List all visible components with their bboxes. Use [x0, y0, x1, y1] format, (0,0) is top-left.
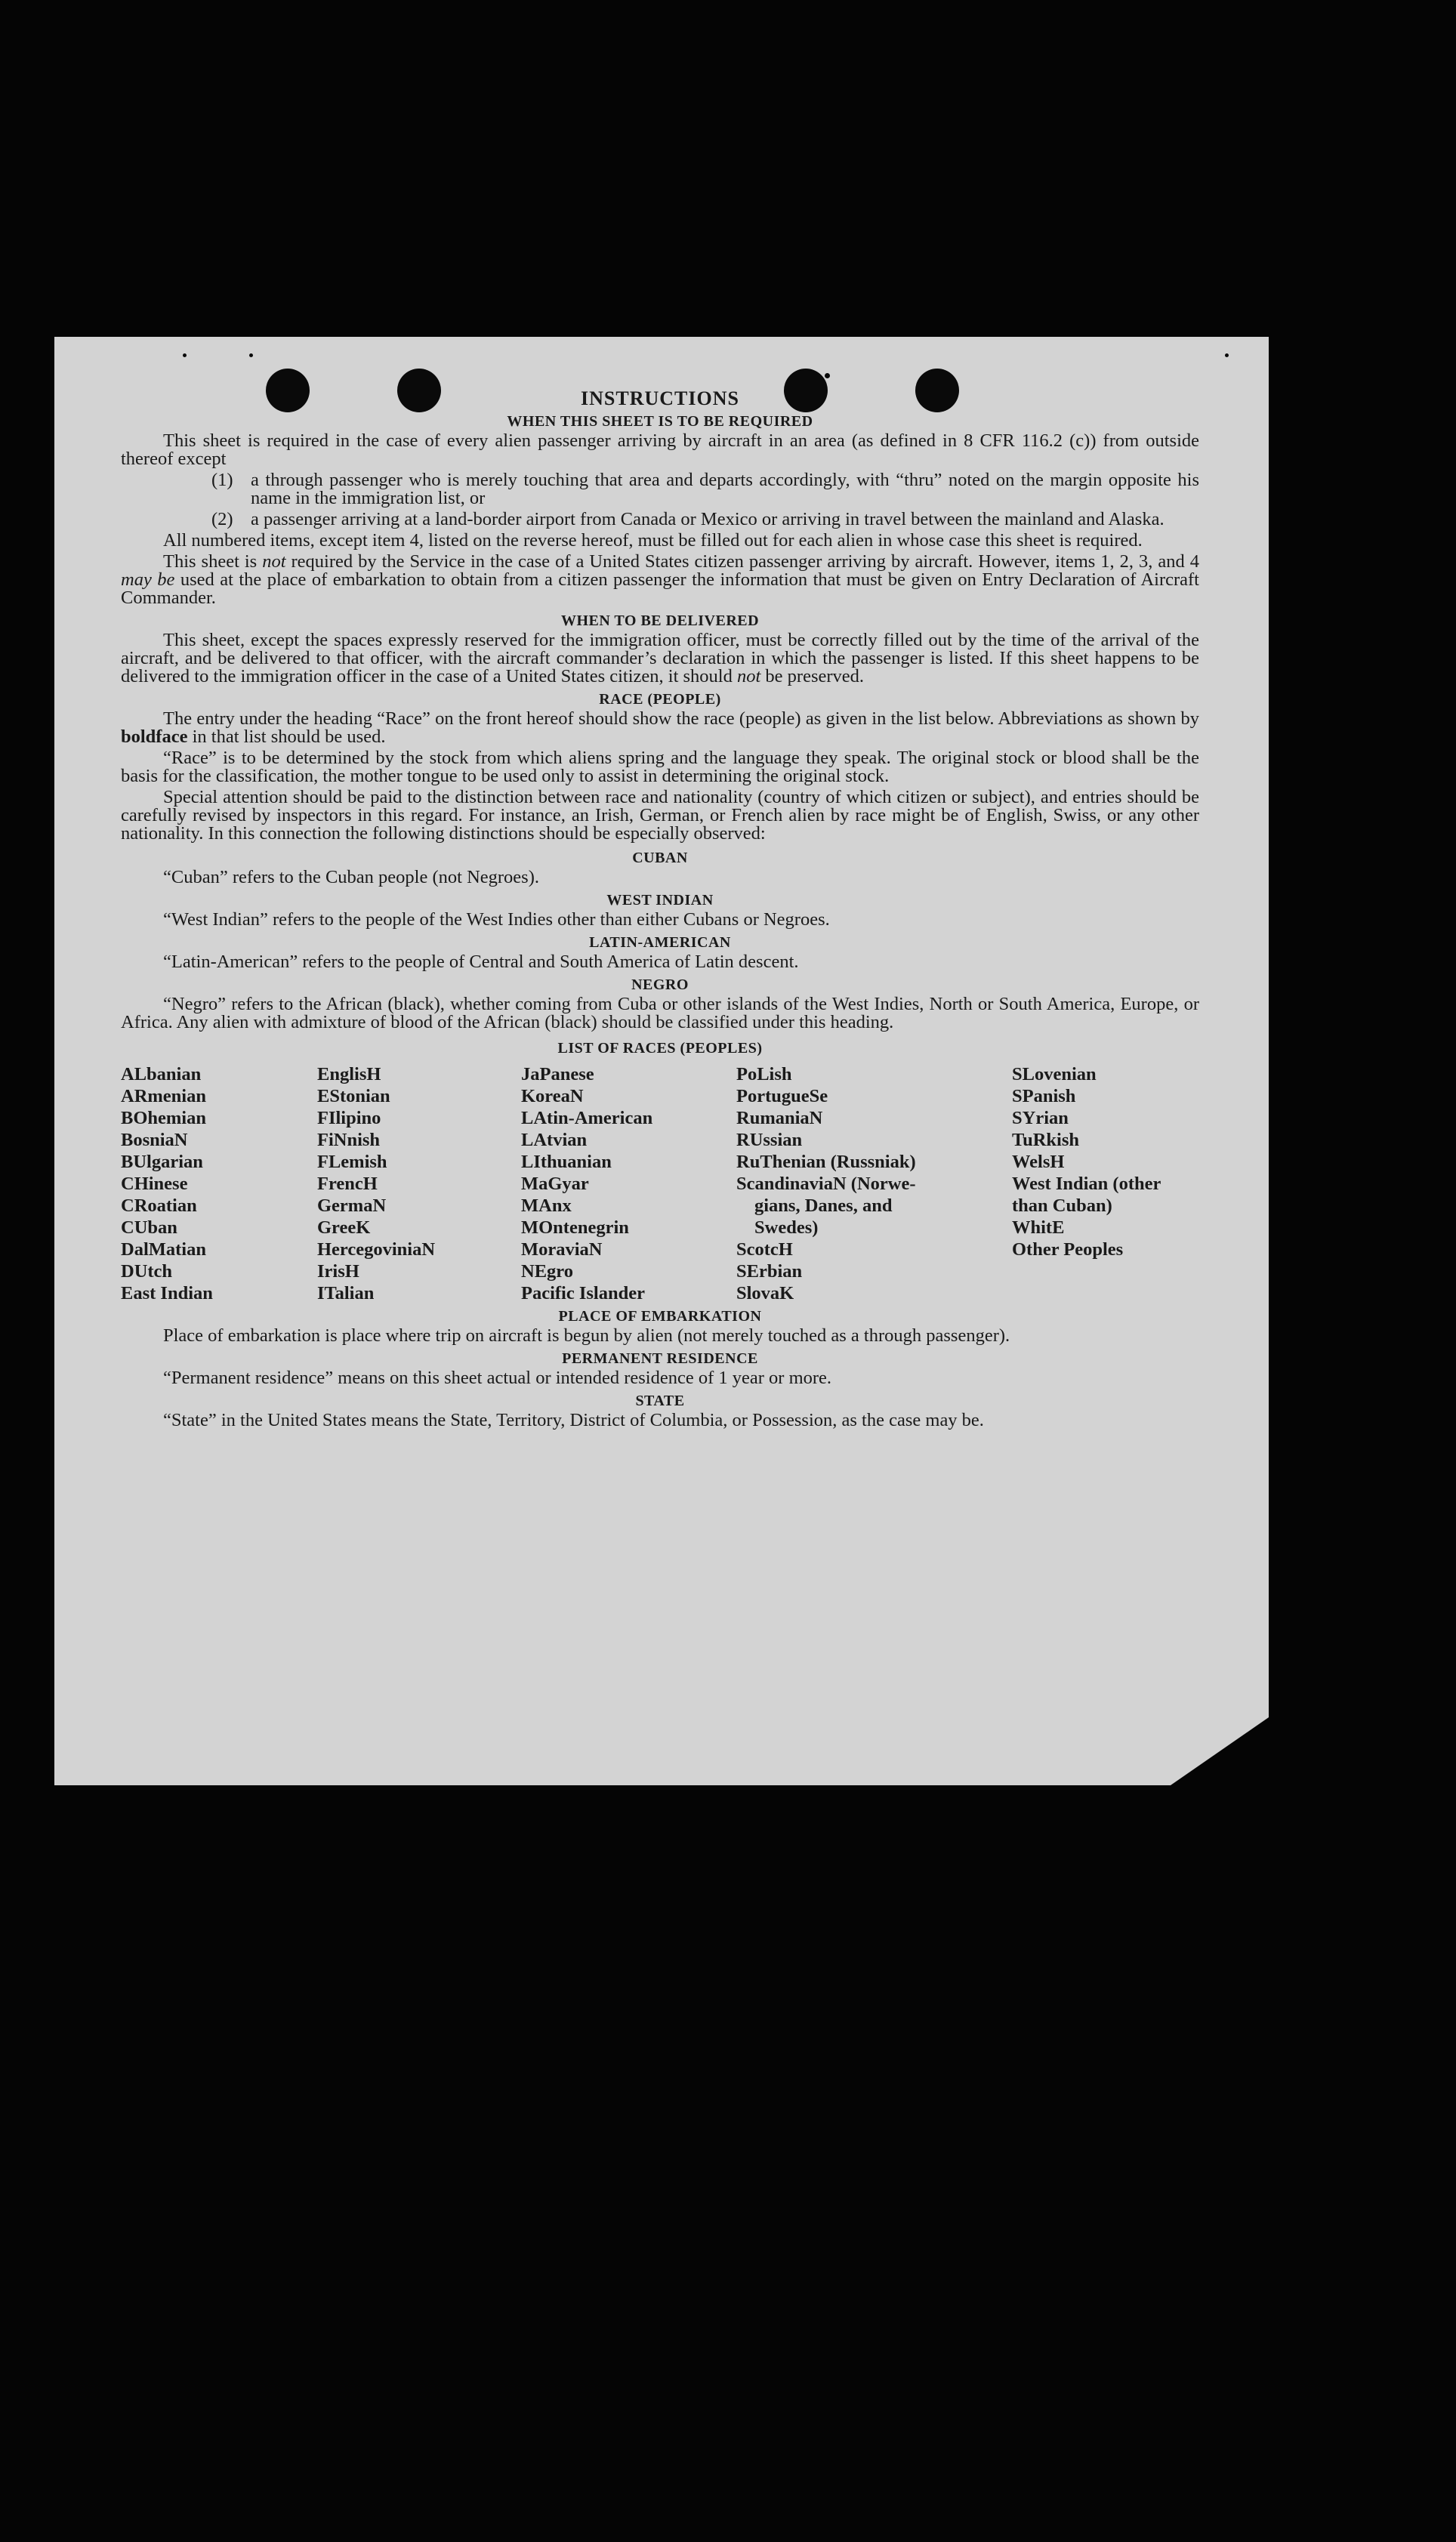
race-entry: MoraviaN — [521, 1239, 603, 1260]
race-entry: KoreaN — [521, 1086, 584, 1106]
cuban-heading: CUBAN — [632, 850, 688, 866]
exception-number: (1) — [211, 470, 233, 490]
race-entry: Swedes) — [754, 1217, 819, 1238]
races-list — [121, 1063, 1199, 1304]
race-entry: RumaniaN — [736, 1108, 823, 1128]
exception-number: (2) — [211, 509, 233, 529]
west-indian-text: “West Indian” refers to the people of the West Indies other than either Cubans or Negroes. — [163, 909, 830, 930]
race-entry: NEgro — [521, 1261, 573, 1282]
race-entry: CUban — [121, 1217, 177, 1238]
exception-text: a passenger arriving at a land-border airport from Canada or Mexico or arriving in travel between the mainland and Alaska. — [251, 509, 1164, 529]
when-delivered-heading: WHEN TO BE DELIVERED — [560, 612, 760, 629]
negro-heading: NEGRO — [631, 976, 689, 993]
race-entry: East Indian — [121, 1283, 213, 1303]
citizen-text-2: required by the Service in the case of a United States citizen passenger arriving by aircraft. However, items 1, 2, 3, and 4 — [285, 551, 1199, 572]
races-column — [317, 1063, 521, 1304]
when-required-intro: This sheet is required in the case of every alien passenger arriving by aircraft in an area (as defined in 8 CFR 116.2 (c)) from outside thereof except — [121, 430, 1199, 469]
speck — [825, 373, 830, 378]
exception-item — [211, 511, 1199, 529]
speck — [183, 353, 187, 357]
delivered-text-2: be preserved. — [760, 666, 865, 686]
race-entry: ScandinaviaN (Norwe- — [736, 1174, 916, 1194]
races-list-heading: LIST OF RACES (PEOPLES) — [557, 1040, 763, 1057]
cuban-text: “Cuban” refers to the Cuban people (not Negroes). — [163, 867, 539, 887]
races-column — [736, 1063, 1012, 1304]
delivered-text-1: This sheet, except the spaces expressly reserved for the immigration officer, must be correctly filled out by the time of the arrival of the aircraft, and be delivered to that officer, with the aircraft commander’s declaration in which the passenger is listed. If this sheet happens to be delivered to the immigration officer in the case of a United States citizen, it should — [121, 630, 1199, 686]
embarkation-text: Place of embarkation is place where trip on aircraft is begun by alien (not merely touched as a through passenger). — [163, 1325, 1010, 1346]
citizen-not: not — [262, 551, 286, 572]
document-page — [54, 337, 1269, 1785]
race-entry: MAnx — [521, 1195, 572, 1216]
latin-american-heading: LATIN-AMERICAN — [589, 934, 731, 951]
race-entry: WelsH — [1012, 1152, 1065, 1172]
race-entry: BUlgarian — [121, 1152, 203, 1172]
race-entry: gians, Danes, and — [754, 1195, 893, 1216]
race-entry: RUssian — [736, 1130, 803, 1150]
latin-american-text: “Latin-American” refers to the people of Central and South America of Latin descent. — [163, 952, 799, 972]
race-entry: ARmenian — [121, 1086, 206, 1106]
speck — [249, 353, 253, 357]
instructions-content — [121, 387, 1199, 1430]
race-entry: SErbian — [736, 1261, 803, 1282]
race-entry: ScotcH — [736, 1239, 793, 1260]
race-entry: ITalian — [317, 1283, 375, 1303]
numbered-items-paragraph: All numbered items, except item 4, listed on the reverse hereof, must be filled out for each alien in whose case this sheet is required. — [163, 530, 1143, 551]
race-entry: SPanish — [1012, 1086, 1076, 1106]
race-entry: HercegoviniaN — [317, 1239, 436, 1260]
race-entry: FiNnish — [317, 1130, 381, 1150]
race-paragraph-1 — [121, 710, 1199, 746]
race-entry: LAtin-American — [521, 1108, 653, 1128]
citizen-may-be: may be — [121, 569, 175, 590]
race-entry: LIthuanian — [521, 1152, 612, 1172]
race-entry: ALbanian — [121, 1064, 202, 1084]
folded-corner — [1171, 1717, 1269, 1785]
race-entry: GreeK — [317, 1217, 371, 1238]
negro-text: “Negro” refers to the African (black), whether coming from Cuba or other islands of the West Indies, North or South America, Europe, or Africa. Any alien with admixture of blood of the African (black) should be classified under this heading. — [121, 994, 1199, 1032]
race-heading: RACE (PEOPLE) — [599, 691, 721, 708]
race-text-2: in that list should be used. — [187, 727, 386, 747]
race-entry: LAtvian — [521, 1130, 588, 1150]
race-entry: PoLish — [736, 1064, 792, 1084]
state-text: “State” in the United States means the State, Territory, District of Columbia, or Possession, as the case may be. — [163, 1410, 984, 1430]
race-entry: GermaN — [317, 1195, 387, 1216]
races-column — [121, 1063, 317, 1304]
race-boldface: boldface — [121, 727, 188, 747]
race-paragraph-3: Special attention should be paid to the distinction between race and nationality (country of which citizen or subject), and entries should be carefully revised by inspectors in this regard. For instance, an Irish, German, or French alien by race might be of English, Swiss, or any other nationality. In this connection the following distinctions should be especially observed: — [121, 787, 1199, 844]
race-entry: West Indian (other — [1012, 1174, 1161, 1194]
race-entry: PortugueSe — [736, 1086, 828, 1106]
race-entry: CRoatian — [121, 1195, 197, 1216]
race-entry: Other Peoples — [1012, 1239, 1124, 1260]
citizen-text-3: used at the place of embarkation to obtain from a citizen passenger the information that must be given on Entry Declaration of Aircraft Commander. — [121, 569, 1199, 608]
race-entry: than Cuban) — [1012, 1195, 1112, 1216]
race-entry: BOhemian — [121, 1108, 206, 1128]
race-entry: CHinese — [121, 1174, 188, 1194]
race-entry: DUtch — [121, 1261, 173, 1282]
when-delivered-paragraph — [121, 631, 1199, 686]
race-entry: TuRkish — [1012, 1130, 1080, 1150]
race-entry: SlovaK — [736, 1283, 794, 1303]
state-heading: STATE — [635, 1393, 685, 1409]
race-entry: EnglisH — [317, 1064, 381, 1084]
citizen-text-1: This sheet is — [163, 551, 263, 572]
race-entry: RuThenian (Russniak) — [736, 1152, 916, 1172]
race-text-1: The entry under the heading “Race” on the front hereof should show the race (people) as given in the list below. Abbreviations as shown by — [163, 708, 1199, 729]
races-column — [1012, 1063, 1199, 1304]
race-entry: FIlipino — [317, 1108, 381, 1128]
race-entry: FrencH — [317, 1174, 378, 1194]
race-paragraph-2: “Race” is to be determined by the stock from which aliens spring and the language they speak. The original stock or blood shall be the basis for the classification, the mother tongue to be used only to assist in determining the original stock. — [121, 748, 1199, 786]
west-indian-heading: WEST INDIAN — [606, 892, 714, 909]
races-column — [521, 1063, 736, 1304]
race-entry: SYrian — [1012, 1108, 1069, 1128]
race-entry: EStonian — [317, 1086, 390, 1106]
race-entry: JaPanese — [521, 1064, 594, 1084]
residence-heading: PERMANENT RESIDENCE — [562, 1350, 758, 1367]
race-entry: SLovenian — [1012, 1064, 1097, 1084]
race-entry: FLemish — [317, 1152, 387, 1172]
race-entry: MOntenegrin — [521, 1217, 629, 1238]
exception-item — [211, 471, 1199, 507]
embarkation-heading: PLACE OF EMBARKATION — [558, 1308, 762, 1325]
race-entry: WhitE — [1012, 1217, 1065, 1238]
residence-text: “Permanent residence” means on this sheet actual or intended residence of 1 year or more. — [163, 1368, 832, 1388]
race-entry: DalMatian — [121, 1239, 206, 1260]
citizen-paragraph — [121, 553, 1199, 607]
exception-text: a through passenger who is merely touching that area and departs accordingly, with “thru” noted on the margin opposite his name in the immigration list, or — [251, 470, 1199, 508]
race-entry: MaGyar — [521, 1174, 589, 1194]
speck — [1225, 353, 1229, 357]
race-entry: IrisH — [317, 1261, 359, 1282]
instructions-title: INSTRUCTIONS — [581, 387, 739, 409]
when-required-heading: WHEN THIS SHEET IS TO BE REQUIRED — [507, 413, 813, 430]
race-entry: BosniaN — [121, 1130, 188, 1150]
race-entry: Pacific Islander — [521, 1283, 645, 1303]
delivered-not: not — [736, 666, 761, 686]
